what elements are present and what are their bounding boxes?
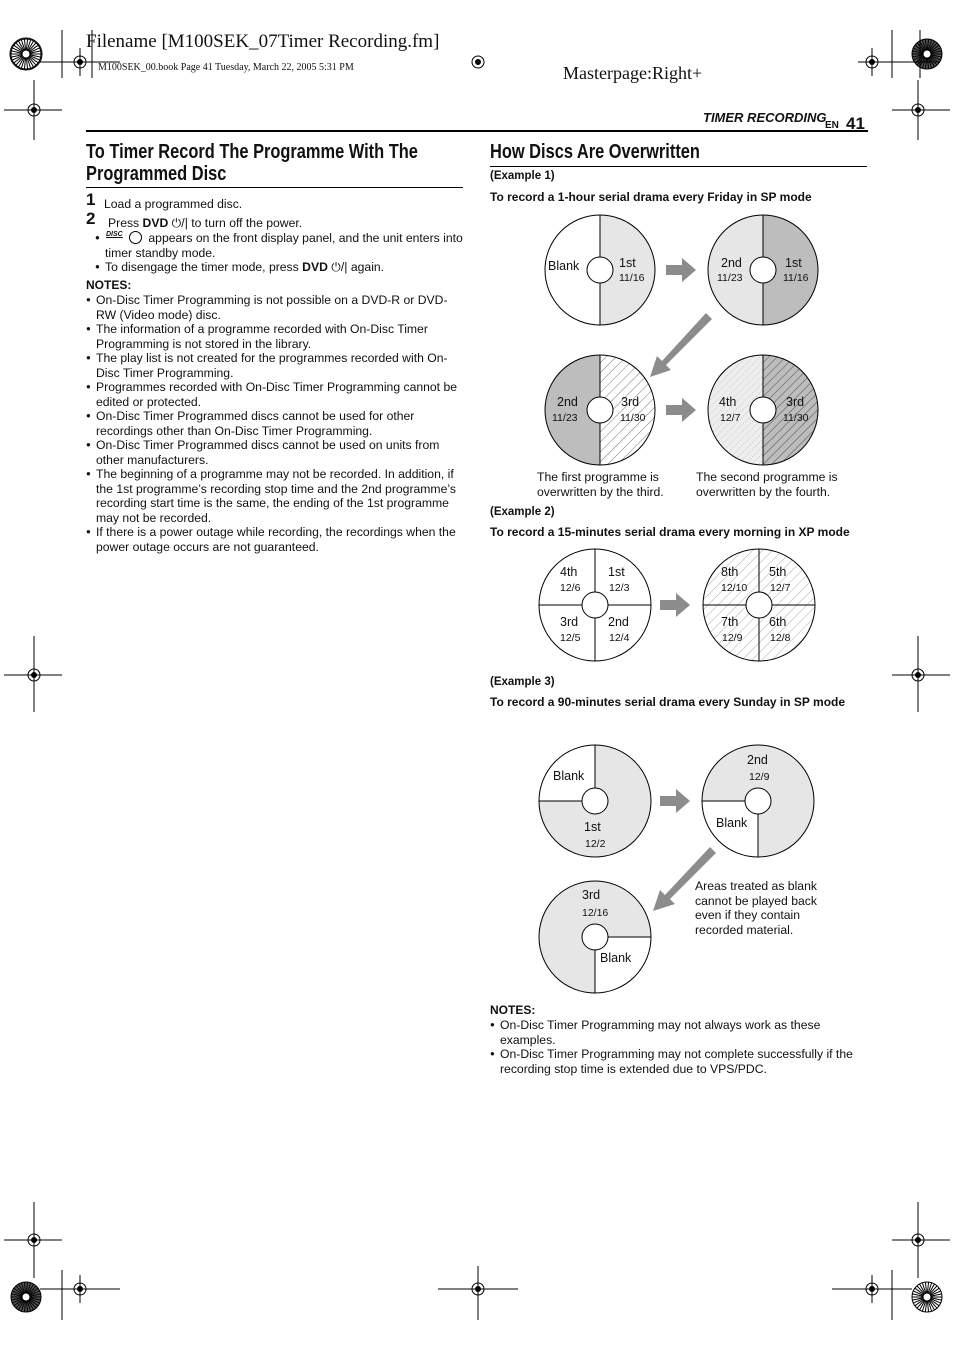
header-rule <box>86 130 868 132</box>
disc-d-4th-date: 12/7 <box>720 412 741 424</box>
disc-a-1st-label: 1st <box>619 256 636 270</box>
note-item: ● Programmes recorded with On-Disc Timer Programming cannot be edited or protected. <box>86 380 464 409</box>
list-item: ● DISC appears on the front display panel, and the unit enters into timer standby mode. <box>95 231 463 260</box>
disc-i-3rd-date: 12/16 <box>582 907 609 919</box>
note-item: ● The beginning of a programme may not be recorded. In addition, if the 1st programme’s recording stop time and the 2nd programme’s recording start time is the same, the ending of the 1st programme may not be recorded. <box>86 467 464 525</box>
disc-b-1st-label: 1st <box>785 256 802 270</box>
disc-i-3rd-label: 3rd <box>582 888 601 902</box>
disc-g-blank-label: Blank <box>553 769 585 783</box>
right-title-rule <box>490 166 867 167</box>
disc-f-6th-label: 6th <box>769 615 787 629</box>
page-number: 41 <box>846 114 865 133</box>
disc-h-2nd-label: 2nd <box>747 753 768 767</box>
example-1-caption-left: The first programme is overwritten by the third. <box>537 470 664 499</box>
step-2-subpoints <box>95 231 463 275</box>
left-title-rule <box>86 187 463 188</box>
left-title: To Timer Record The Programme With The Programmed Disc <box>86 141 418 185</box>
disc-e-1st-date: 12/3 <box>609 582 630 594</box>
disc-b-1st-date: 11/16 <box>783 272 809 284</box>
example-1-caption-right: The second programme is overwritten by the fourth. <box>696 470 838 499</box>
disc-b <box>708 215 818 325</box>
note-item: ● On-Disc Timer Programmed discs cannot be used on units from other manufacturers. <box>86 438 464 467</box>
disc-e-2nd-label: 2nd <box>608 615 629 629</box>
disc-f-7th-label: 7th <box>721 615 739 629</box>
header-masterpage: Masterpage:Right+ <box>563 63 703 83</box>
note-item: ● If there is a power outage while recording, the recordings when the power outage occurs are not guaranteed. <box>86 525 464 554</box>
disc-f-8th-date: 12/10 <box>721 582 748 594</box>
left-notes-heading: NOTES: <box>86 278 132 292</box>
lang-label: EN <box>825 120 839 131</box>
disc-f <box>703 549 815 661</box>
power-icon: ⏻/| <box>171 216 188 230</box>
note-item: ● The play list is not created for the programmes recorded with On-Disc Timer Programming. <box>86 351 464 380</box>
arrow-right-icon <box>660 593 690 617</box>
right-notes-heading: NOTES: <box>490 1003 536 1017</box>
arrow-right-icon <box>666 398 696 422</box>
right-title: How Discs Are Overwritten <box>490 141 700 163</box>
disc-e-3rd-date: 12/5 <box>560 632 581 644</box>
example-2-desc: To record a 15-minutes serial drama every morning in XP mode <box>490 525 850 539</box>
disc-d <box>708 355 818 465</box>
header-bookline: M100SEK_00.book Page 41 Tuesday, March 22, 2005 5:31 PM <box>98 62 354 73</box>
disc-a-blank-label: Blank <box>548 259 580 273</box>
right-notes-list <box>490 1018 860 1076</box>
disc-g-1st-label: 1st <box>584 820 601 834</box>
example-1-label: (Example 1) <box>490 170 555 182</box>
disc-e-4th-date: 12/6 <box>560 582 581 594</box>
example-2-diagram <box>530 545 870 665</box>
left-notes-list <box>86 293 464 554</box>
disc-b-2nd-date: 11/23 <box>717 272 743 284</box>
disc-b-2nd-label: 2nd <box>721 256 742 270</box>
disc-a-1st-date: 11/16 <box>619 272 645 284</box>
arrow-right-icon <box>660 789 690 813</box>
header-filename: Filename [M100SEK_07Timer Recording.fm] <box>86 31 440 52</box>
step-1-number: 1 <box>86 190 96 209</box>
disc-f-7th-date: 12/9 <box>722 632 743 644</box>
power-icon: ⏻/| <box>331 260 348 274</box>
disc-e-2nd-date: 12/4 <box>609 632 630 644</box>
note-item: ● On-Disc Timer Programming may not complete successfully if the recording stop time is extended due to VPS/PDC. <box>490 1047 860 1076</box>
disc-g-1st-date: 12/2 <box>585 838 606 850</box>
note-item: ● On-Disc Timer Programming may not always work as these examples. <box>490 1018 860 1047</box>
example-3-desc: To record a 90-minutes serial drama every Sunday in SP mode <box>490 695 846 709</box>
note-item: ● On-Disc Timer Programming is not possible on a DVD-R or DVD-RW (Video mode) disc. <box>86 293 464 322</box>
disc-f-5th-label: 5th <box>769 565 787 579</box>
step-2: 2 Press DVD ⏻/| to turn off the power. <box>86 209 303 230</box>
example-1-diagram <box>530 205 870 475</box>
example-1-desc: To record a 1-hour serial drama every Friday in SP mode <box>490 190 812 204</box>
step-1 <box>86 190 243 211</box>
disc-i-blank-label: Blank <box>600 951 632 965</box>
disc-f-5th-date: 12/7 <box>770 582 791 594</box>
disc-d-3rd-label: 3rd <box>786 395 805 409</box>
example-3-label: (Example 3) <box>490 676 555 688</box>
disc-c-3rd-label: 3rd <box>621 395 640 409</box>
disc-c-3rd-date: 11/30 <box>620 412 646 424</box>
step-2-number: 2 <box>86 209 96 228</box>
disc-e <box>539 549 651 661</box>
disc-f-8th-label: 8th <box>721 565 739 579</box>
disc-e-4th-label: 4th <box>560 565 578 579</box>
disc-timer-icon: ● DISC <box>105 231 145 243</box>
disc-e-1st-label: 1st <box>608 565 625 579</box>
note-item: ● On-Disc Timer Programmed discs cannot be used for other recordings other than On-Disc Timer Programming. <box>86 409 464 438</box>
disc-f-6th-date: 12/8 <box>770 632 791 644</box>
disc-c <box>545 355 655 465</box>
disc-c-2nd-date: 11/23 <box>552 412 578 424</box>
section-label: TIMER RECORDING <box>703 110 827 125</box>
arrow-right-icon <box>666 258 696 282</box>
note-item: ● The information of a programme recorded with On-Disc Timer Programming is not stored in the library. <box>86 322 464 351</box>
example-2-label: (Example 2) <box>490 506 555 518</box>
example-3-caption: Areas treated as blank cannot be played back even if they contain recorded material. <box>695 879 817 937</box>
arrow-diagonal-icon <box>650 313 712 377</box>
disc-d-3rd-date: 11/30 <box>783 412 809 424</box>
disc-h-blank-label: Blank <box>716 816 748 830</box>
disc-h-2nd-date: 12/9 <box>749 771 770 783</box>
disc-e-3rd-label: 3rd <box>560 615 579 629</box>
disc-d-4th-label: 4th <box>719 395 737 409</box>
disc-c-2nd-label: 2nd <box>557 395 578 409</box>
step-1-text: Load a programmed disc. <box>104 197 243 211</box>
list-item: ● To disengage the timer mode, press DVD ⏻/| again. <box>95 260 463 275</box>
